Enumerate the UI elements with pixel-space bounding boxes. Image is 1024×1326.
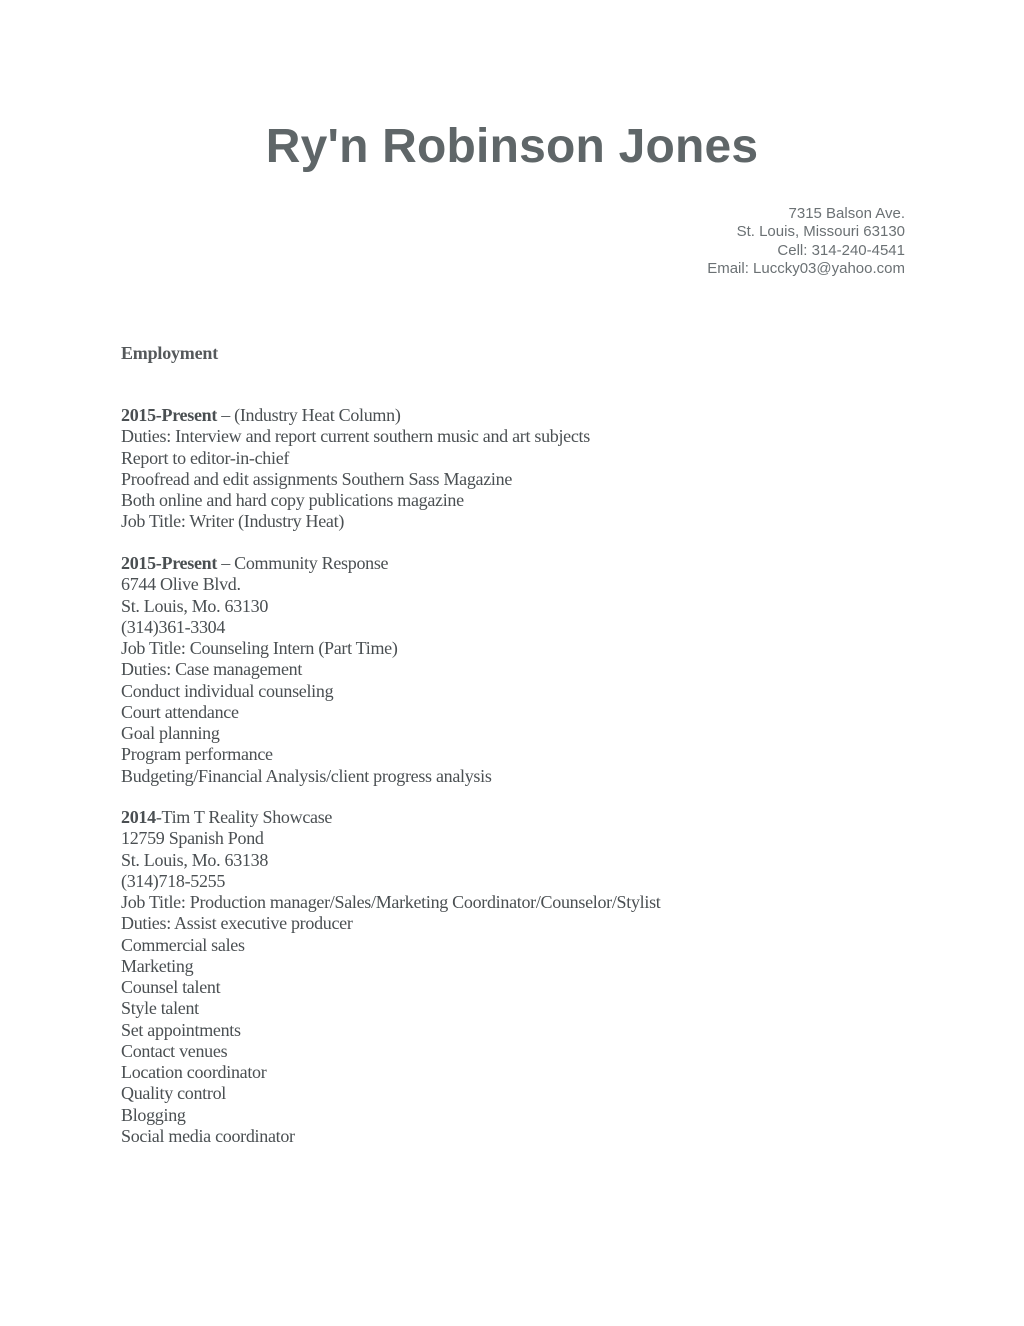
job-date: 2015-Present xyxy=(121,553,218,573)
address-line-1: 7315 Balson Ave. xyxy=(788,205,905,222)
email-address: Email: Luccky03@yahoo.com xyxy=(707,259,905,277)
job-detail-line: Location coordinator xyxy=(121,1062,267,1082)
job-detail-line: Court attendance xyxy=(121,701,239,722)
job-date: 2015-Present xyxy=(121,405,218,425)
cell-phone: Cell: 314-240-4541 xyxy=(777,241,905,259)
job-date: 2014 xyxy=(121,807,156,827)
address-line-2: St. Louis, Missouri 63130 xyxy=(736,223,905,241)
job-detail-line: Duties: Case management xyxy=(121,659,303,680)
job-detail-line: Proofread and edit assignments Southern Sass Magazine xyxy=(121,468,513,489)
job-detail-line: Social media coordinator xyxy=(121,1125,295,1146)
job-entry xyxy=(121,807,660,1147)
job-detail-line: Blogging xyxy=(121,1104,186,1125)
job-detail-line: Marketing xyxy=(121,955,194,976)
job-detail-line: Both online and hard copy publications magazine xyxy=(121,490,464,510)
job-detail-line: Job Title: Writer (Industry Heat) xyxy=(121,511,345,532)
job-header xyxy=(121,405,590,426)
job-detail-line: 6744 Olive Blvd. xyxy=(121,574,241,595)
employment-heading: Employment xyxy=(121,343,219,363)
job-detail-line: Duties: Assist executive producer xyxy=(121,913,353,934)
job-detail-line: Commercial sales xyxy=(121,934,245,955)
job-entry xyxy=(121,553,492,787)
job-detail-line: Quality control xyxy=(121,1083,226,1104)
applicant-name: Ry'n Robinson Jones xyxy=(265,120,759,173)
job-detail-line: St. Louis, Mo. 63138 xyxy=(121,849,269,870)
job-detail-line: Job Title: Counseling Intern (Part Time) xyxy=(121,638,398,658)
job-header xyxy=(121,553,492,574)
job-detail-line: Style talent xyxy=(121,998,199,1019)
job-detail-line: Counsel talent xyxy=(121,977,221,997)
job-detail-line: Job Title: Production manager/Sales/Marketing Coordinator/Counselor/Stylist xyxy=(121,892,661,912)
job-detail-line: Set appointments xyxy=(121,1019,241,1040)
job-detail-line: Budgeting/Financial Analysis/client progress analysis xyxy=(121,765,492,786)
job-detail-line: (314)718-5255 xyxy=(121,870,226,891)
job-detail-line: Conduct individual counseling xyxy=(121,680,334,701)
job-detail-line: Report to editor-in-chief xyxy=(121,447,290,468)
job-employer: -Tim T Reality Showcase xyxy=(155,807,333,827)
job-header xyxy=(121,807,660,828)
job-detail-line: 12759 Spanish Pond xyxy=(121,828,264,849)
contact-block xyxy=(707,205,905,278)
job-detail-line: St. Louis, Mo. 63130 xyxy=(121,595,269,616)
job-detail-line: Goal planning xyxy=(121,723,220,743)
job-detail-line: (314)361-3304 xyxy=(121,616,226,637)
job-detail-line: Contact venues xyxy=(121,1040,228,1061)
job-detail-line: Duties: Interview and report current southern music and art subjects xyxy=(121,426,590,447)
job-detail-line: Program performance xyxy=(121,744,273,765)
job-employer: – (Industry Heat Column) xyxy=(217,405,401,425)
job-entry xyxy=(121,405,590,533)
job-employer: – Community Response xyxy=(217,553,389,573)
